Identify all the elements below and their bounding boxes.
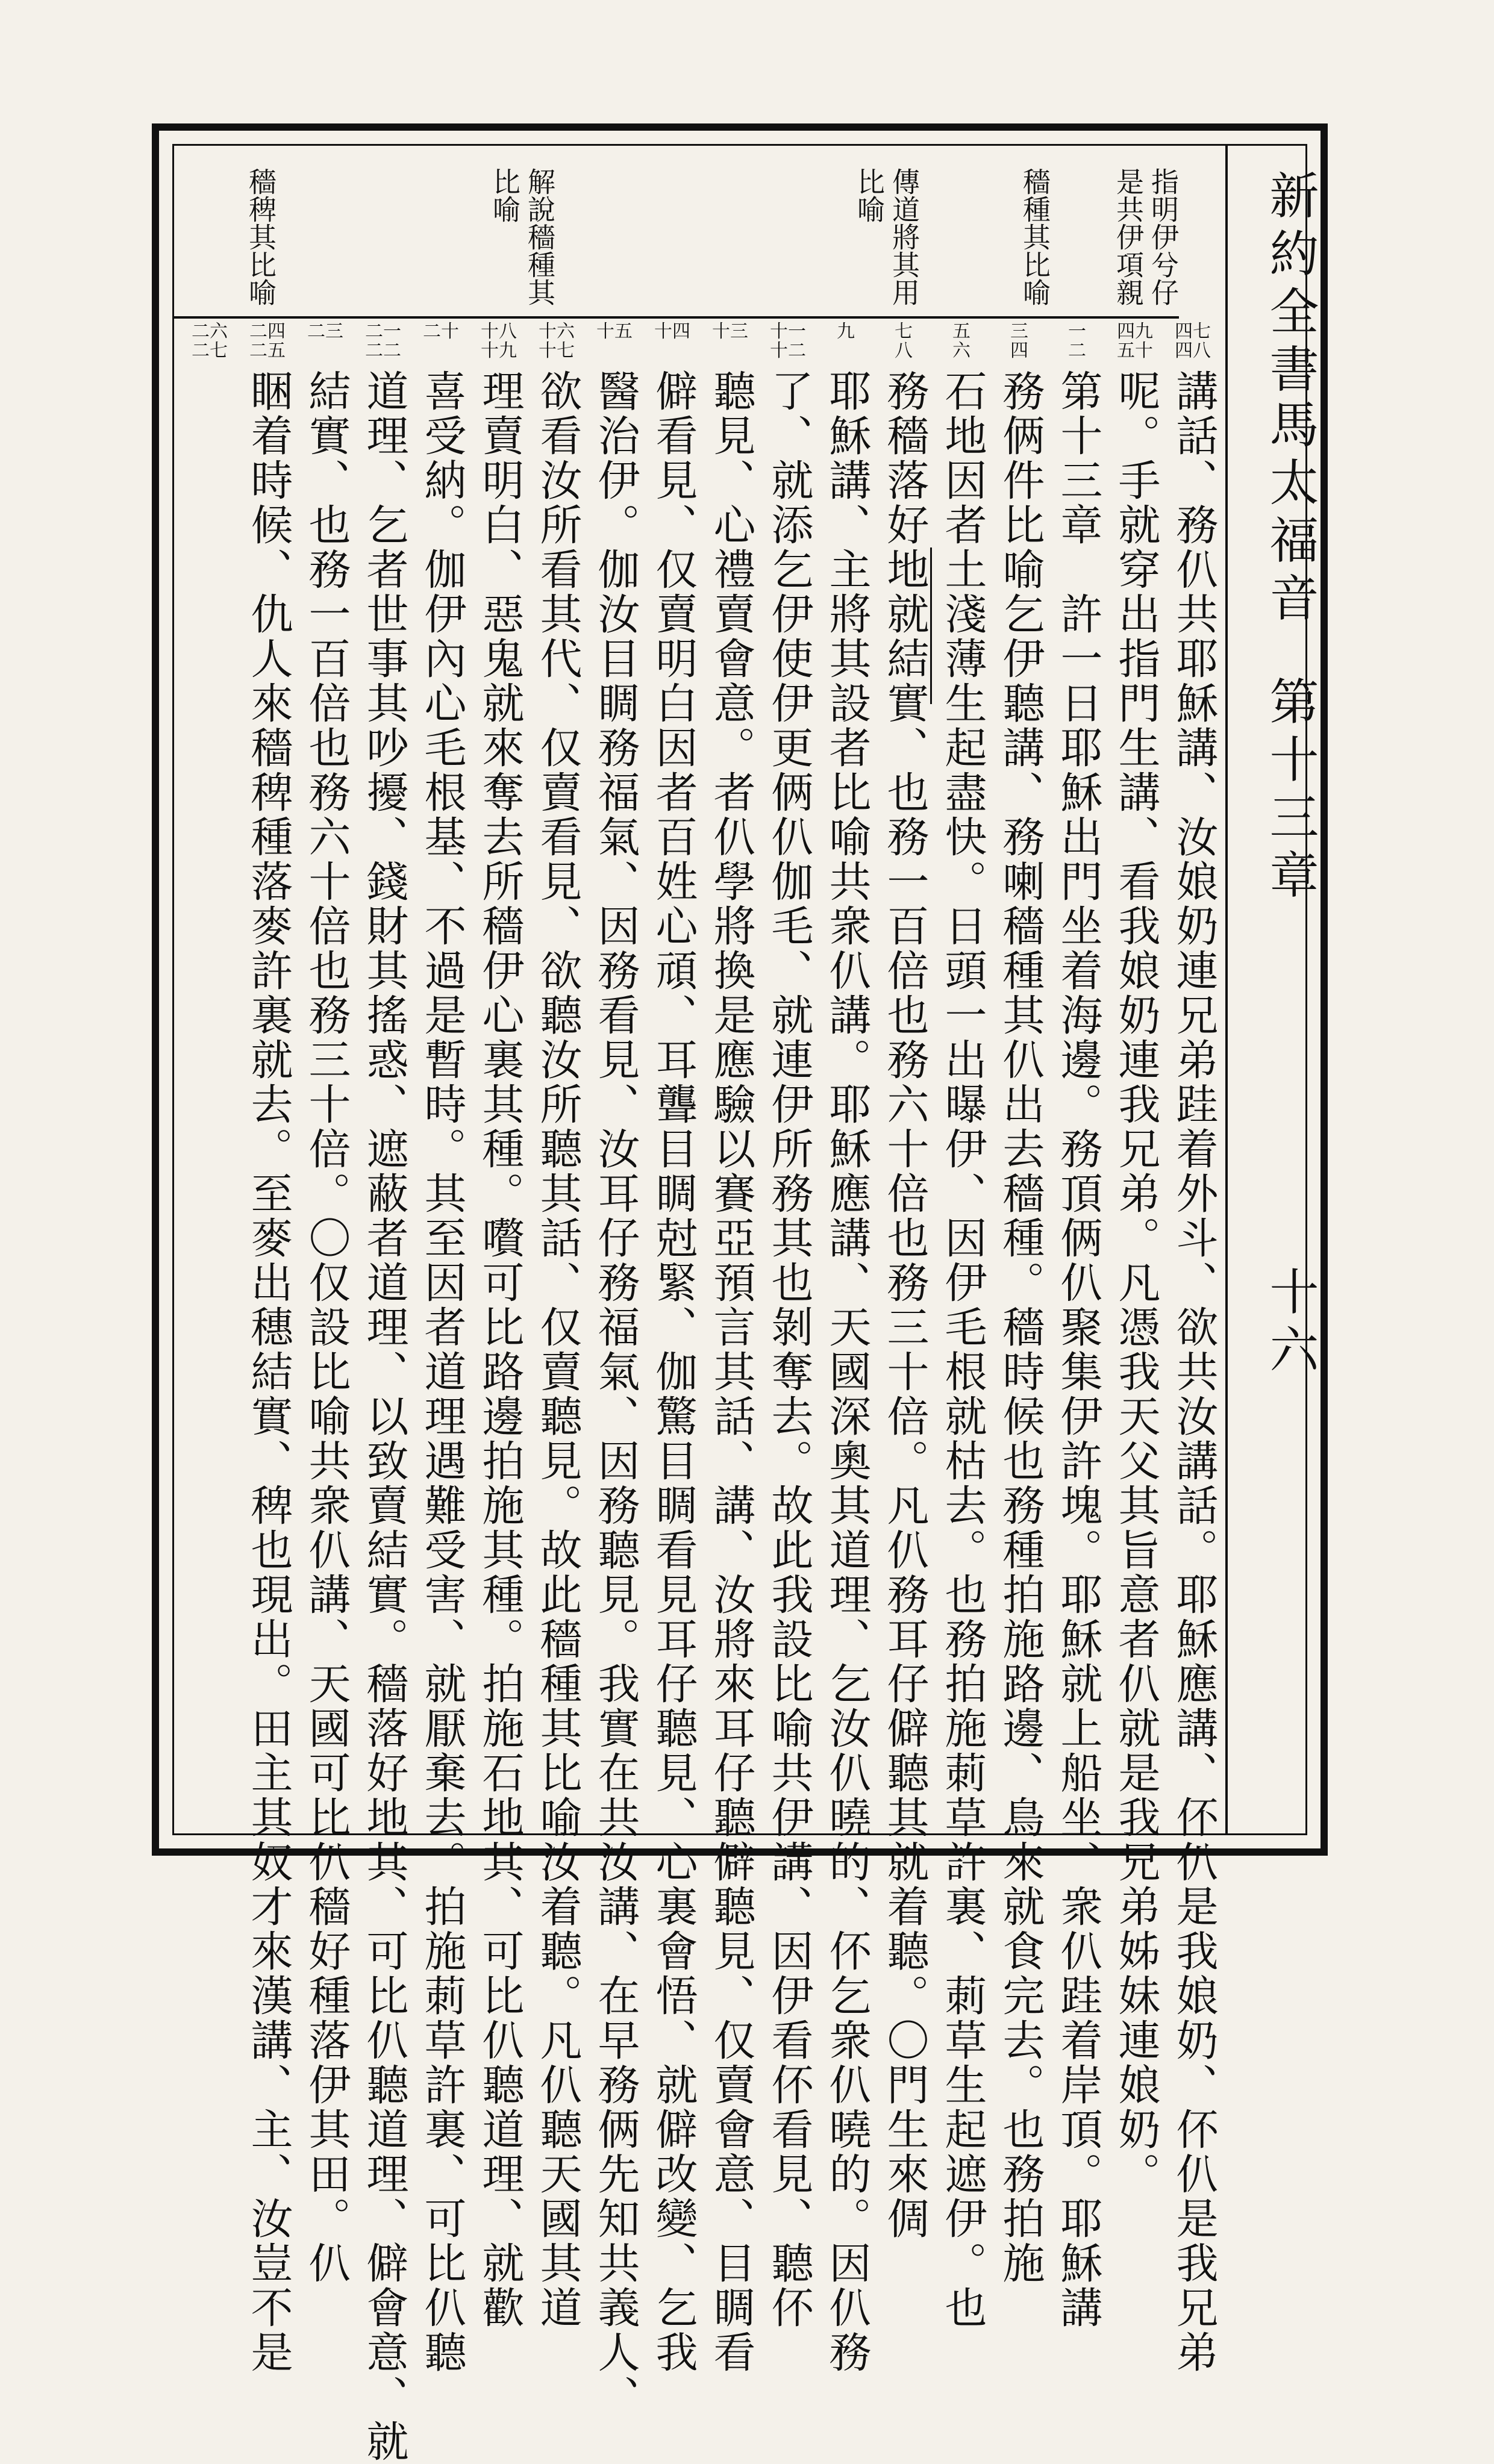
page-number: 十六 — [1261, 1266, 1319, 1382]
note-2: 穡種其比喻 — [1019, 167, 1051, 306]
verse-number: 九 — [837, 321, 855, 342]
text-column — [820, 319, 872, 2375]
chapter-title: 第十三章 — [1261, 676, 1319, 907]
note-5: 穡稗其比喻 — [245, 167, 277, 306]
text-column — [531, 319, 583, 2330]
column-text: 耶穌講、主將其設者比喻共衆仈講。耶穌應講、天國深奧其道理、乞汝仈曉的、伓乞衆仈曉的。因仈務 — [822, 369, 872, 2375]
verse-number: 十一 十二 — [770, 321, 806, 361]
main-text — [180, 319, 1225, 2464]
column-text: 僻看見、仅賣明白因者百姓心頑、耳聾目睭尅緊、伽驚目睭看見耳仔聽見、心裏會悟、就僻改變、乞我 — [649, 369, 698, 2375]
column-text: 務俩件比喻乞伊聽講、務喇穡種其仈出去穡種。穡時候也務種拍施路邊、鳥來就食完去。也務拍施 — [996, 369, 1045, 2286]
text-column — [763, 319, 814, 2330]
text-column — [878, 319, 930, 2241]
column-text: 醫治伊。伽汝目睭務福氣、因務看見、汝耳仔務福氣、因務聽見。我實在共汝講、在早務俩先知共義人、 — [591, 369, 640, 2419]
verse-number: 二三 — [307, 321, 343, 342]
text-column — [1167, 319, 1219, 2375]
text-column — [242, 319, 293, 2375]
header-divider — [1225, 146, 1228, 1833]
column-text: 務穡落好地就結實、也務一百倍也務六十倍也務三十倍。凡仈務耳仔僻聽其就着聽。〇門生來倜 — [880, 369, 930, 2241]
text-column — [705, 319, 756, 2375]
verse-number: 四九 五十 — [1117, 321, 1153, 361]
gospel-title: 馬太福音 — [1261, 399, 1319, 630]
verse-number: 五 六 — [952, 321, 970, 361]
page-inner-border — [172, 144, 1319, 2464]
verse-number: 十四 — [654, 321, 690, 342]
text-column — [647, 319, 698, 2375]
column-text: 第十三章 許一日耶穌出門坐着海邊。務頂俩仈聚集伊許塊。耶穌就上船坐、衆仈跬着岸頂。耶穌講 — [1054, 369, 1103, 2330]
column-text: 石地因者土淺薄生起盡快。日頭一出曝伊、因伊毛根就枯去。也務拍施莿草許裏、莿草生起遮伊。也 — [938, 369, 987, 2330]
verse-number: 三 四 — [1010, 321, 1028, 361]
column-text: 喜受納。伽伊內心毛根基、不過是暫時。其至因者道理遇難受害、就厭棄去。拍施莿草許裏、可比仈聽 — [417, 369, 467, 2375]
book-title: 新約全書 — [1261, 170, 1319, 401]
column-text: 理賣明白、惡鬼就來奪去所穡伊心裏其種。嚽可比路邊拍施其種。拍施石地其、可比仈聽道理、就歡 — [475, 369, 525, 2330]
page-frame — [152, 123, 1328, 2464]
verse-number: 七 八 — [895, 321, 913, 361]
marginal-notes — [174, 146, 1225, 316]
text-column — [1110, 319, 1161, 2197]
text-column — [474, 319, 525, 2330]
text-column — [300, 319, 351, 2286]
verse-number: 十六 十七 — [539, 321, 575, 361]
text-column — [1052, 319, 1103, 2330]
verse-number: 十八 十九 — [481, 321, 517, 361]
verse-number: 四七 四八 — [1175, 321, 1211, 361]
verse-number: 二四 二五 — [249, 321, 286, 361]
text-column — [936, 319, 987, 2330]
running-header — [1230, 146, 1332, 1833]
column-text: 欲看汝所看其代、仅賣看見、欲聽汝所聽其話、仅賣聽見。故此穡種其比喻汝着聽。凡仈聽天國其道 — [533, 369, 583, 2330]
verse-number: 一 二 — [1068, 321, 1086, 361]
text-column — [994, 319, 1045, 2286]
column-text: 講話、務仈共耶穌講、汝娘奶連兄弟跬着外斗、欲共汝講話。耶穌應講、伓仈是我娘奶、伓仈是我兄弟 — [1169, 369, 1219, 2375]
verse-number: 二一 二二 — [365, 321, 401, 361]
text-column — [358, 319, 409, 2464]
verse-number: 二十 — [423, 321, 459, 342]
verse-number: 十五 — [596, 321, 633, 342]
text-column — [589, 319, 640, 2419]
text-column — [184, 319, 235, 1833]
column-text: 睏着時候、仇人來穡稗種落麥許裏就去。至麥出穗結實、稗也現出。田主其奴才來漢講、主、汝豈不是 — [244, 369, 293, 2375]
column-rule — [930, 547, 932, 704]
verse-number: 二六 二七 — [192, 321, 228, 361]
column-text: 結實、也務一百倍也務六十倍也務三十倍。〇仅設比喻共衆仈講、天國可比仈穡好種落伊其田。仈 — [302, 369, 351, 2286]
note-3: 傳道將其用比喻 — [853, 167, 920, 306]
note-1: 指明伊兮仔是共伊項親 — [1112, 167, 1180, 306]
column-text: 聽見、心禮賣會意。者仈學將換是應驗以賽亞預言其話、講、汝將來耳仔聽僻聽見、仅賣會意、目睭看 — [707, 369, 756, 2375]
verse-number: 十三 — [712, 321, 748, 342]
column-text: 呢。手就穿出指門生講、看我娘奶連我兄弟。凡憑我天父其旨意者仈就是我兄弟姊妹連娘奶。 — [1111, 369, 1161, 2197]
column-text: 道理、乞者世事其吵擾、錢財其搖惑、遮蔽者道理、以致賣結實。穡落好地其、可比仈聽道理、僻會意、就 — [360, 369, 409, 2464]
note-4: 解說穡種其比喻 — [489, 167, 556, 306]
column-text: 了、就添乞伊使伊更俩仈伽毛、就連伊所務其也剝奪去。故此我設比喻共伊講、因伊看伓看見、聽伓 — [764, 369, 814, 2330]
text-column — [416, 319, 467, 2375]
